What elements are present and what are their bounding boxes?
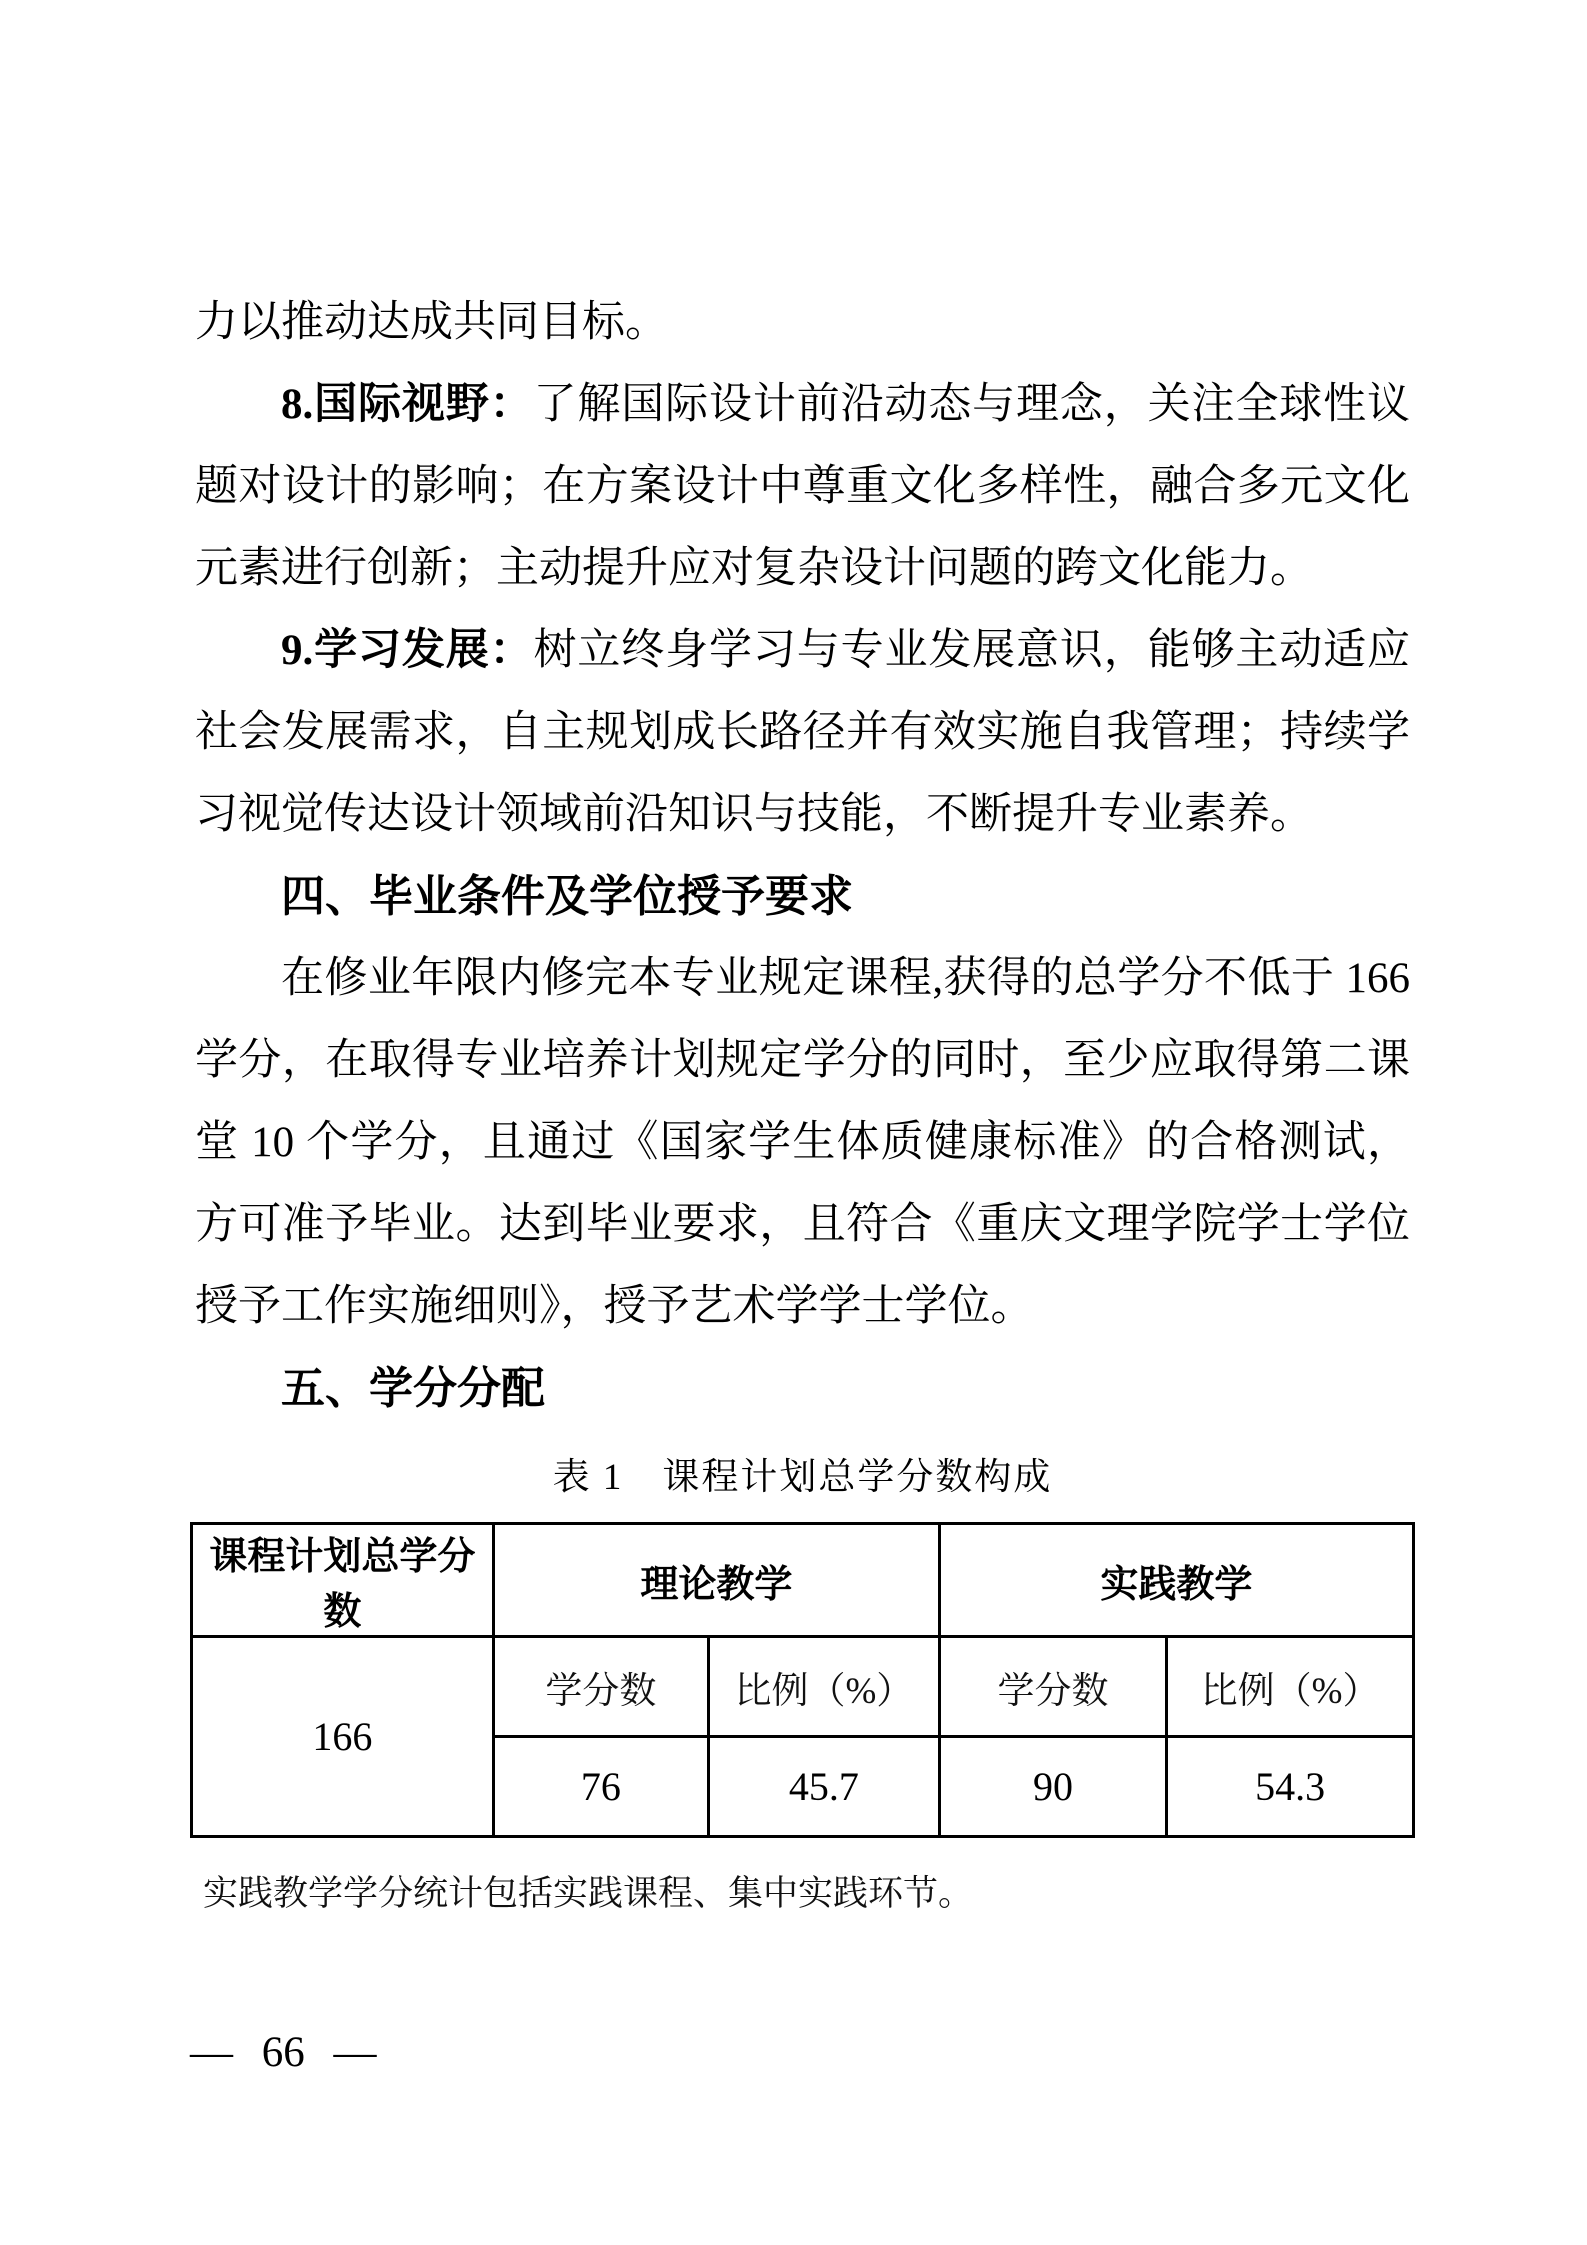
header-practice-teaching: 实践教学 xyxy=(939,1524,1413,1637)
header-total-credits: 课程计划总学分数 xyxy=(192,1524,494,1637)
credits-table xyxy=(190,1522,1415,1838)
paragraph-text: 了解国际设计前沿动态与理念，关注全球性议题对设计的影响；在方案设计中尊重文化多样性，融合多元文化元素进行创新；主动提升应对复杂设计问题的跨文化能力。 xyxy=(195,381,1411,592)
table-caption: 表 1 课程计划总学分数构成 xyxy=(552,1457,1053,1498)
table-subheader-row xyxy=(192,1637,1414,1737)
subheader-practice-ratio: 比例（%） xyxy=(1167,1637,1414,1737)
cell-practice-ratio: 54.3 xyxy=(1167,1737,1414,1837)
subheader-theory-credits: 学分数 xyxy=(493,1637,708,1737)
cell-theory-ratio: 45.7 xyxy=(708,1737,939,1837)
cell-total-credits-value: 166 xyxy=(192,1637,494,1837)
page-number: — 66 — xyxy=(190,2029,377,2076)
section-heading-graduation: 四、毕业条件及学位授予要求 xyxy=(281,872,853,921)
section-heading-credit-allocation: 五、学分分配 xyxy=(281,1364,545,1413)
run-in-heading-9: 9.学习发展： xyxy=(281,627,534,674)
subheader-theory-ratio: 比例（%） xyxy=(708,1637,939,1737)
cell-theory-credits: 76 xyxy=(493,1737,708,1837)
paragraph-text: 树立终身学习与专业发展意识，能够主动适应社会发展需求，自主规划成长路径并有效实施自我管理；持续学习视觉传达设计领域前沿知识与技能，不断提升专业素养。 xyxy=(195,627,1411,838)
paragraph-continuation: 力以推动达成共同目标。 xyxy=(195,299,668,346)
table-note: 实践教学学分统计包括实践课程、集中实践环节。 xyxy=(203,1874,974,1913)
cell-practice-credits: 90 xyxy=(939,1737,1166,1837)
paragraph-international-vision xyxy=(195,364,1410,610)
run-in-heading-8: 8.国际视野： xyxy=(281,381,534,428)
subheader-practice-credits: 学分数 xyxy=(939,1637,1166,1737)
paragraph-learning-development xyxy=(195,610,1410,856)
header-theory-teaching: 理论教学 xyxy=(493,1524,939,1637)
table-header-row xyxy=(192,1524,1414,1637)
paragraph-graduation-requirements: 在修业年限内修完本专业规定课程,获得的总学分不低于 166 学分，在取得专业培养计划规定学分的同时，至少应取得第二课堂 10 个学分，且通过《国家学生体质健康标准》的合格测试，方可准予毕业。达到毕业要求，且符合《重庆文理学院学士学位授予工作实施细则》，授予艺术学学士学位。 xyxy=(195,955,1410,1330)
